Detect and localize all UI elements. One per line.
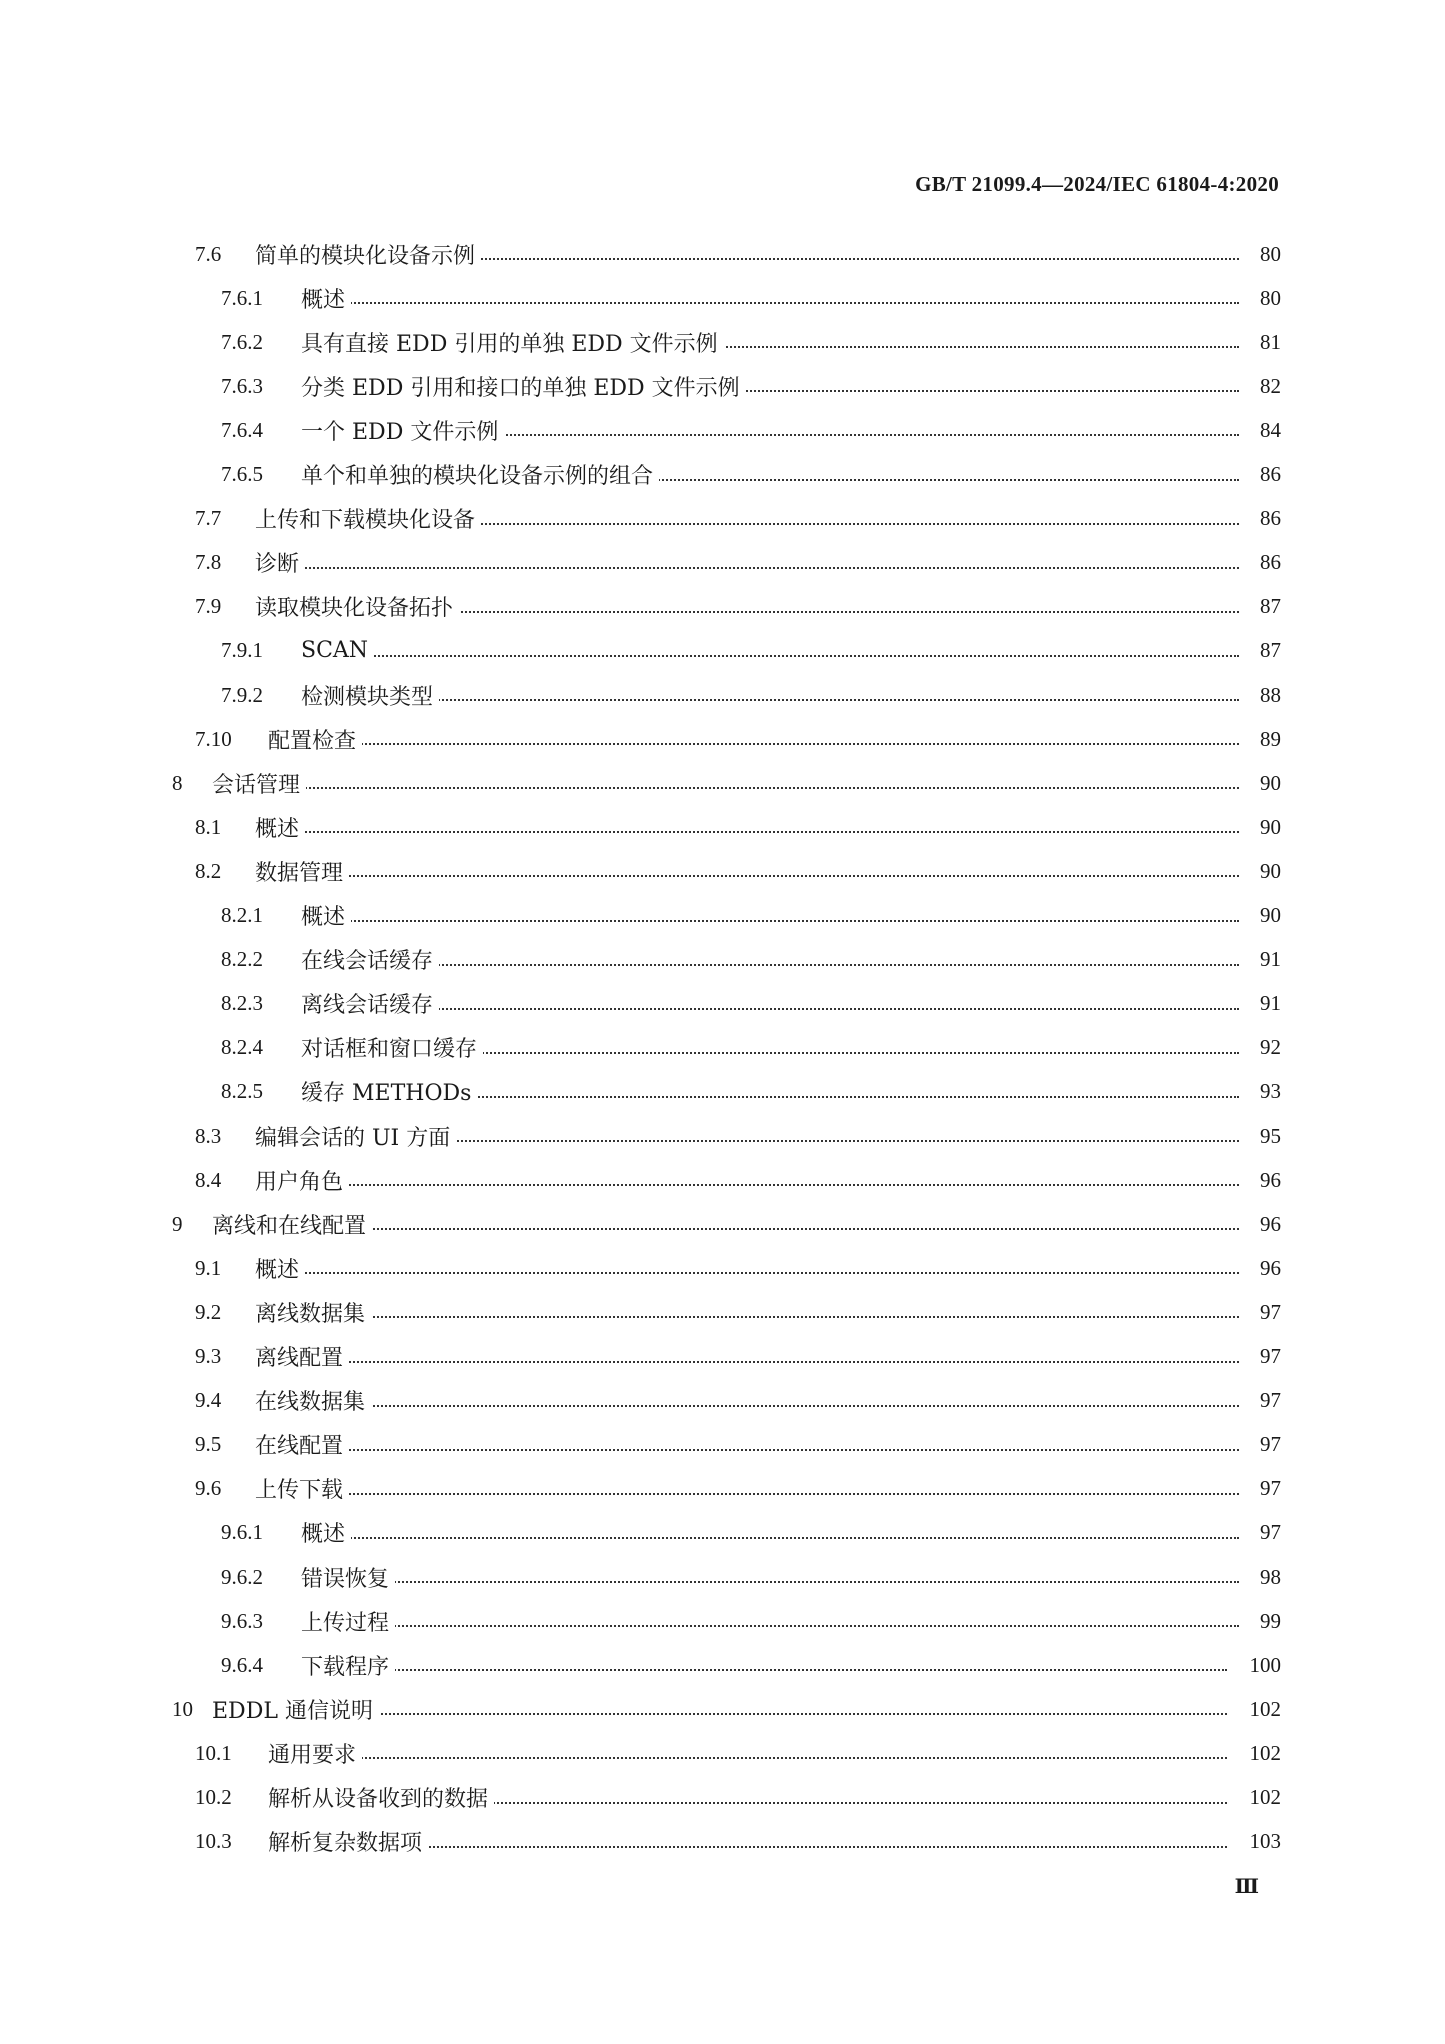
toc-dot-leader xyxy=(278,1757,1227,1759)
toc-entry[interactable] xyxy=(0,276,1445,320)
toc-entry-title: 对话框和窗口缓存 xyxy=(301,1032,483,1063)
toc-entry-title: 编辑会话的 UI 方面 xyxy=(255,1121,456,1152)
toc-entry-title: 诊断 xyxy=(255,547,305,578)
toc-entry-title: 下载程序 xyxy=(301,1650,395,1681)
toc-dot-leader xyxy=(311,1581,1239,1583)
toc-entry-title: 会话管理 xyxy=(212,768,306,799)
toc-entry[interactable] xyxy=(0,1246,1445,1290)
toc-entry-page: 88 xyxy=(1256,683,1281,708)
toc-entry-title: 离线会话缓存 xyxy=(301,988,439,1019)
toc-dot-leader xyxy=(265,1361,1239,1363)
toc-entry-title: 用户角色 xyxy=(255,1165,349,1196)
toc-entry-title: 概述 xyxy=(301,1517,351,1548)
toc-entry-number: 10.1 xyxy=(195,1740,232,1765)
toc-entry-title: EDDL 通信说明 xyxy=(212,1694,379,1725)
toc-entry-title: 概述 xyxy=(255,812,305,843)
toc-entry-number: 8.3 xyxy=(195,1123,222,1148)
toc-entry-page: 103 xyxy=(1246,1829,1282,1854)
toc-entry-title: 错误恢复 xyxy=(301,1562,395,1593)
toc-entry-page: 96 xyxy=(1256,1256,1281,1281)
toc-entry-number: 9.4 xyxy=(195,1388,222,1413)
toc-entry-number: 8.2.4 xyxy=(221,1035,263,1060)
toc-entry-title: 单个和单独的模块化设备示例的组合 xyxy=(301,459,659,490)
toc-entry-page: 102 xyxy=(1246,1697,1282,1722)
toc-entry-page: 102 xyxy=(1246,1741,1282,1766)
toc-entry-number: 7.6.3 xyxy=(221,373,263,398)
toc-entry-title: 概述 xyxy=(301,283,351,314)
toc-entry-number: 8.2.5 xyxy=(221,1079,263,1104)
toc-entry[interactable] xyxy=(0,1555,1445,1599)
toc-entry-title: 上传和下载模块化设备 xyxy=(255,503,481,534)
toc-entry-page: 80 xyxy=(1256,242,1281,267)
toc-entry[interactable] xyxy=(0,1379,1445,1423)
toc-entry-title: 具有直接 EDD 引用的单独 EDD 文件示例 xyxy=(301,327,724,358)
toc-dot-leader xyxy=(311,1008,1239,1010)
toc-dot-leader xyxy=(265,1493,1239,1495)
toc-entry[interactable] xyxy=(0,673,1445,717)
toc-entry-number: 9.6.4 xyxy=(221,1652,263,1677)
toc-entry-title: 在线会话缓存 xyxy=(301,944,439,975)
toc-entry[interactable] xyxy=(0,1820,1445,1864)
toc-dot-leader xyxy=(311,1537,1239,1539)
toc-entry-title: 上传过程 xyxy=(301,1606,395,1637)
toc-entry[interactable] xyxy=(0,1776,1445,1820)
toc-entry[interactable] xyxy=(0,938,1445,982)
toc-entry[interactable] xyxy=(0,1511,1445,1555)
toc-entry[interactable] xyxy=(0,232,1445,276)
toc-entry-title: 数据管理 xyxy=(255,856,349,887)
toc-entry-number: 9.6.2 xyxy=(221,1564,263,1589)
toc-entry[interactable] xyxy=(0,364,1445,408)
toc-dot-leader xyxy=(311,1625,1239,1627)
toc-entry[interactable] xyxy=(0,1643,1445,1687)
toc-entry-title: 解析复杂数据项 xyxy=(268,1826,428,1857)
toc-entry[interactable] xyxy=(0,1026,1445,1070)
toc-entry[interactable] xyxy=(0,1202,1445,1246)
toc-dot-leader xyxy=(265,567,1239,569)
toc-entry[interactable] xyxy=(0,629,1445,673)
toc-entry-title: 概述 xyxy=(301,900,351,931)
toc-dot-leader xyxy=(311,964,1239,966)
toc-entry-page: 91 xyxy=(1256,991,1281,1016)
toc-entry-page: 86 xyxy=(1256,550,1281,575)
toc-entry-title: 概述 xyxy=(255,1253,305,1284)
toc-entry-title: 通用要求 xyxy=(268,1738,362,1769)
toc-entry-title: 检测模块类型 xyxy=(301,680,439,711)
toc-dot-leader xyxy=(265,1449,1239,1451)
toc-entry[interactable] xyxy=(0,408,1445,452)
toc-entry-number: 8.2.3 xyxy=(221,991,263,1016)
toc-entry[interactable] xyxy=(0,453,1445,497)
toc-dot-leader xyxy=(311,1669,1227,1671)
toc-entry-title: 配置检查 xyxy=(268,724,362,755)
toc-entry[interactable] xyxy=(0,1158,1445,1202)
toc-entry-number: 7.6.5 xyxy=(221,462,263,486)
toc-dot-leader xyxy=(311,302,1239,304)
toc-entry[interactable] xyxy=(0,497,1445,541)
toc-entry-number: 10.3 xyxy=(195,1829,232,1854)
toc-entry[interactable] xyxy=(0,1599,1445,1643)
toc-entry-page: 90 xyxy=(1256,771,1281,796)
toc-entry-page: 92 xyxy=(1256,1035,1281,1060)
toc-entry-title: 离线配置 xyxy=(255,1341,349,1372)
toc-entry[interactable] xyxy=(0,541,1445,585)
toc-entry-number: 8.2.2 xyxy=(221,947,263,972)
toc-entry-number: 7.9.1 xyxy=(221,638,263,663)
toc-entry-page: 90 xyxy=(1256,903,1281,928)
page-number: Ⅲ xyxy=(1234,1876,1259,1898)
toc-entry-page: 89 xyxy=(1256,727,1281,752)
toc-entry-page: 87 xyxy=(1256,638,1281,663)
toc-entry-page: 86 xyxy=(1256,506,1281,531)
toc-entry-number: 8.4 xyxy=(195,1167,222,1192)
toc-entry[interactable] xyxy=(0,849,1445,893)
toc-entry-title: 缓存 METHODs xyxy=(301,1076,477,1107)
toc-entry-number: 9 xyxy=(172,1211,183,1236)
toc-entry-number: 7.6 xyxy=(195,241,222,266)
toc-entry[interactable] xyxy=(0,1687,1445,1731)
toc-dot-leader xyxy=(265,831,1239,833)
toc-entry-page: 97 xyxy=(1256,1432,1281,1457)
toc-entry-page: 90 xyxy=(1256,815,1281,840)
toc-entry-number: 10 xyxy=(172,1696,193,1721)
toc-entry-number: 10.2 xyxy=(195,1785,232,1809)
toc-dot-leader xyxy=(222,787,1239,789)
toc-entry-title: 离线数据集 xyxy=(255,1297,371,1328)
toc-entry-number: 7.6.4 xyxy=(221,417,263,442)
toc-entry-number: 7.6.2 xyxy=(221,329,263,354)
toc-entry-number: 9.6.3 xyxy=(221,1608,263,1633)
toc-entry-page: 97 xyxy=(1256,1388,1281,1413)
toc-entry[interactable] xyxy=(0,717,1445,761)
toc-entry-page: 84 xyxy=(1256,418,1281,443)
toc-dot-leader xyxy=(265,1316,1239,1318)
toc-entry-title: 上传下载 xyxy=(255,1473,349,1504)
toc-entry-page: 97 xyxy=(1256,1344,1281,1369)
toc-entry-number: 9.3 xyxy=(195,1344,222,1368)
toc-entry-number: 9.6 xyxy=(195,1476,222,1501)
toc-entry[interactable] xyxy=(0,1290,1445,1334)
toc-entry-page: 95 xyxy=(1256,1124,1281,1149)
toc-entry-title: 在线数据集 xyxy=(255,1385,371,1416)
toc-entry-title: 一个 EDD 文件示例 xyxy=(301,415,504,446)
toc-dot-leader xyxy=(278,743,1239,745)
toc-entry[interactable] xyxy=(0,982,1445,1026)
toc-entry-page: 81 xyxy=(1256,330,1281,355)
toc-entry-number: 9.2 xyxy=(195,1299,222,1324)
toc-dot-leader xyxy=(265,1405,1239,1407)
toc-entry[interactable] xyxy=(0,761,1445,805)
toc-entry-title: 简单的模块化设备示例 xyxy=(255,239,481,270)
toc-entry-number: 7.7 xyxy=(195,506,222,531)
toc-entry-title: 离线和在线配置 xyxy=(212,1209,372,1240)
toc-entry-number: 9.1 xyxy=(195,1255,222,1280)
toc-entry-number: 8.1 xyxy=(195,814,222,839)
toc-entry[interactable] xyxy=(0,585,1445,629)
toc-entry-number: 8.2 xyxy=(195,858,222,883)
toc-entry-page: 97 xyxy=(1256,1476,1281,1501)
toc-entry-page: 91 xyxy=(1256,947,1281,972)
toc-entry-number: 9.6.1 xyxy=(221,1520,263,1545)
toc-dot-leader xyxy=(311,920,1239,922)
toc-entry[interactable] xyxy=(0,320,1445,364)
document-standard-code: GB/T 21099.4—2024/IEC 61804-4:2020 xyxy=(915,172,1279,196)
toc-entry-page: 93 xyxy=(1256,1079,1281,1104)
toc-entry-number: 9.5 xyxy=(195,1432,222,1457)
toc-entry-title: SCAN xyxy=(301,638,374,663)
toc-entry[interactable] xyxy=(0,894,1445,938)
toc-entry[interactable] xyxy=(0,1070,1445,1114)
toc-entry-page: 90 xyxy=(1256,859,1281,884)
toc-entry-page: 86 xyxy=(1256,462,1281,487)
toc-entry[interactable] xyxy=(0,1114,1445,1158)
toc-entry[interactable] xyxy=(0,1467,1445,1511)
toc-entry-page: 96 xyxy=(1256,1212,1281,1237)
toc-dot-leader xyxy=(222,1228,1239,1230)
toc-dot-leader xyxy=(311,655,1239,657)
toc-entry[interactable] xyxy=(0,1423,1445,1467)
toc-dot-leader xyxy=(265,1184,1239,1186)
toc-entry-page: 96 xyxy=(1256,1168,1281,1193)
toc-entry-title: 分类 EDD 引用和接口的单独 EDD 文件示例 xyxy=(301,371,746,402)
toc-entry-page: 87 xyxy=(1256,594,1281,619)
toc-entry-page: 97 xyxy=(1256,1520,1281,1545)
toc-entry-number: 8.2.1 xyxy=(221,903,263,927)
toc-dot-leader xyxy=(311,699,1239,701)
toc-entry-page: 100 xyxy=(1246,1653,1282,1678)
toc-entry[interactable] xyxy=(0,1731,1445,1775)
toc-dot-leader xyxy=(265,875,1239,877)
toc-entry-page: 97 xyxy=(1256,1300,1281,1325)
toc-entry-number: 7.9 xyxy=(195,594,222,619)
toc-entry-page: 98 xyxy=(1256,1565,1281,1590)
toc-entry-number: 7.6.1 xyxy=(221,285,263,310)
toc-entry-title: 在线配置 xyxy=(255,1429,349,1460)
toc-entry-number: 8 xyxy=(172,770,183,795)
toc-entry-page: 102 xyxy=(1246,1785,1282,1810)
toc-entry-number: 7.8 xyxy=(195,550,222,575)
toc-entry-number: 7.9.2 xyxy=(221,682,263,707)
toc-entry-title: 解析从设备收到的数据 xyxy=(268,1782,494,1813)
toc-dot-leader xyxy=(265,1272,1239,1274)
toc-entry-page: 80 xyxy=(1256,286,1281,311)
toc-entry[interactable] xyxy=(0,1335,1445,1379)
toc-entry-number: 7.10 xyxy=(195,726,232,751)
toc-entry-page: 99 xyxy=(1256,1609,1281,1634)
toc-entry[interactable] xyxy=(0,805,1445,849)
toc-entry-title: 读取模块化设备拓扑 xyxy=(255,591,459,622)
toc-entry-page: 82 xyxy=(1256,374,1281,399)
